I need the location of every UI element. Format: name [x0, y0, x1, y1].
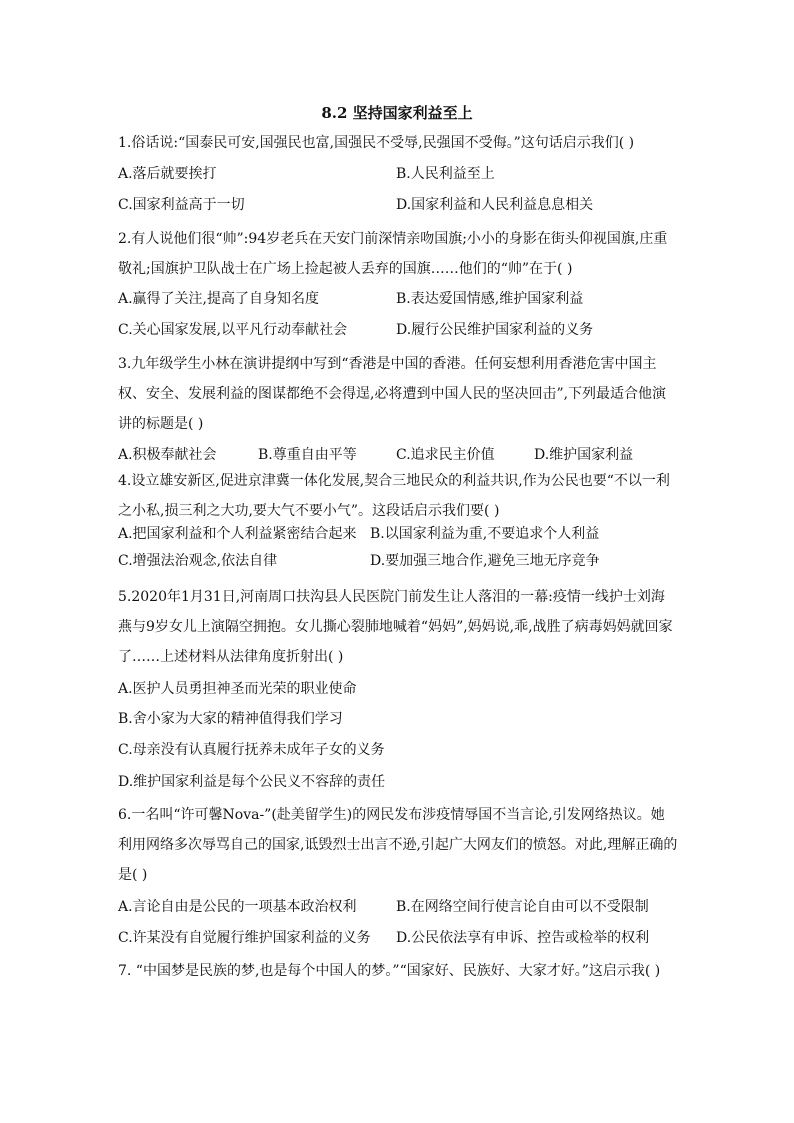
- question-6-stem: 6.一名叫“许可馨Nova-”(赴美留学生)的网民发布涉疫情辱国不当言论,引发网络热议。她利用网络多次辱骂自己的国家,诋毁烈士出言不逊,引起广大网友们的愤怒。对此,理解正确的是( ): [118, 807, 678, 883]
- question-4-stem: 4.设立雄安新区,促进京津冀一体化发展,契合三地民众的利益共识,作为公民也要“不以一利之小私,损三利之大功,要大气不要小气”。这段话启示我们要( ): [118, 473, 670, 519]
- question-5-option-b: B.舍小家为大家的精神值得我们学习: [118, 711, 343, 727]
- question-4-option-a: A.把国家利益和个人利益紧密结合起来: [118, 526, 357, 542]
- question-1-option-c: C.国家利益高于一切: [118, 197, 245, 213]
- question-3-option-c: C.追求民主价值: [396, 447, 495, 463]
- question-3-option-b: B.尊重自由平等: [258, 447, 357, 463]
- question-5-option-d: D.维护国家利益是每个公民义不容辞的责任: [118, 774, 386, 790]
- question-5-stem: 5.2020年1月31日,河南周口扶沟县人民医院门前发生让人落泪的一幕:疫情一线护士刘海燕与9岁女儿上演隔空拥抱。女儿撕心裂肺地喊着“妈妈”,妈妈说,乖,战胜了病毒妈妈就回家了……上述材料从法律角度折射出( ): [118, 589, 673, 665]
- question-1-options-row-2: [118, 193, 678, 217]
- question-6-options-row-2: [118, 926, 678, 950]
- question-1-option-b: B.人民利益至上: [396, 166, 495, 182]
- question-4-options-row-2: [118, 549, 678, 573]
- question-6-options-row-1: [118, 895, 678, 919]
- question-4-option-b: B.以国家利益为重,不要追求个人利益: [370, 526, 600, 542]
- question-2-option-b: B.表达爱国情感,维护国家利益: [396, 291, 584, 307]
- question-3-stem: 3.九年级学生小林在演讲提纲中写到“香港是中国的香港。任何妄想利用香港危害中国主权、安全、发展利益的图谋都绝不会得逞,必将遭到中国人民的坚决回击”,下列最适合他演讲的标题是( ): [118, 356, 667, 432]
- page-title: 8.2 坚持国家利益至上: [321, 104, 473, 122]
- question-1-option-d: D.国家利益和人民利益息息相关: [396, 197, 594, 213]
- question-1-stem: 1.俗话说:“国泰民可安,国强民也富,国强民不受辱,民强国不受侮。”这句话启示我们( ): [118, 135, 635, 151]
- question-6-option-b: B.在网络空间行使言论自由可以不受限制: [396, 899, 649, 915]
- question-2-option-a: A.赢得了关注,提高了自身知名度: [118, 291, 320, 307]
- question-4-option-d: D.要加强三地合作,避免三地无序竞争: [370, 553, 600, 569]
- question-5-option-a: A.医护人员勇担神圣而光荣的职业使命: [118, 681, 357, 697]
- question-1-options-row-1: [118, 162, 678, 186]
- question-3-options-row: [118, 443, 678, 467]
- question-2-option-c: C.关心国家发展,以平凡行动奉献社会: [118, 322, 348, 338]
- question-2-options-row-1: [118, 287, 678, 311]
- question-5-option-c: C.母亲没有认真履行抚养未成年子女的义务: [118, 742, 385, 758]
- question-7-stem: 7. “中国梦是民族的梦,也是每个中国人的梦。”“国家好、民族好、大家才好。”这启示我( ): [118, 963, 661, 979]
- question-3-option-a: A.积极奉献社会: [118, 447, 217, 463]
- question-2-stem: 2.有人说他们很“帅”:94岁老兵在天安门前深情亲吻国旗;小小的身影在街头仰视国旗,庄重敬礼;国旗护卫队战士在广场上捡起被人丢弃的国旗……他们的“帅”在于( ): [118, 231, 668, 277]
- question-2-option-d: D.履行公民维护国家利益的义务: [396, 322, 594, 338]
- question-2-options-row-2: [118, 318, 678, 342]
- question-4-options-row-1: [118, 522, 678, 546]
- question-3-option-d: D.维护国家利益: [534, 447, 634, 463]
- question-1-option-a: A.落后就要挨打: [118, 166, 217, 182]
- question-6-option-d: D.公民依法享有申诉、控告或检举的权利: [396, 930, 650, 946]
- question-4-option-c: C.增强法治观念,依法自律: [118, 553, 278, 569]
- question-6-option-c: C.许某没有自觉履行维护国家利益的义务: [118, 930, 371, 946]
- question-6-option-a: A.言论自由是公民的一项基本政治权利: [118, 899, 357, 915]
